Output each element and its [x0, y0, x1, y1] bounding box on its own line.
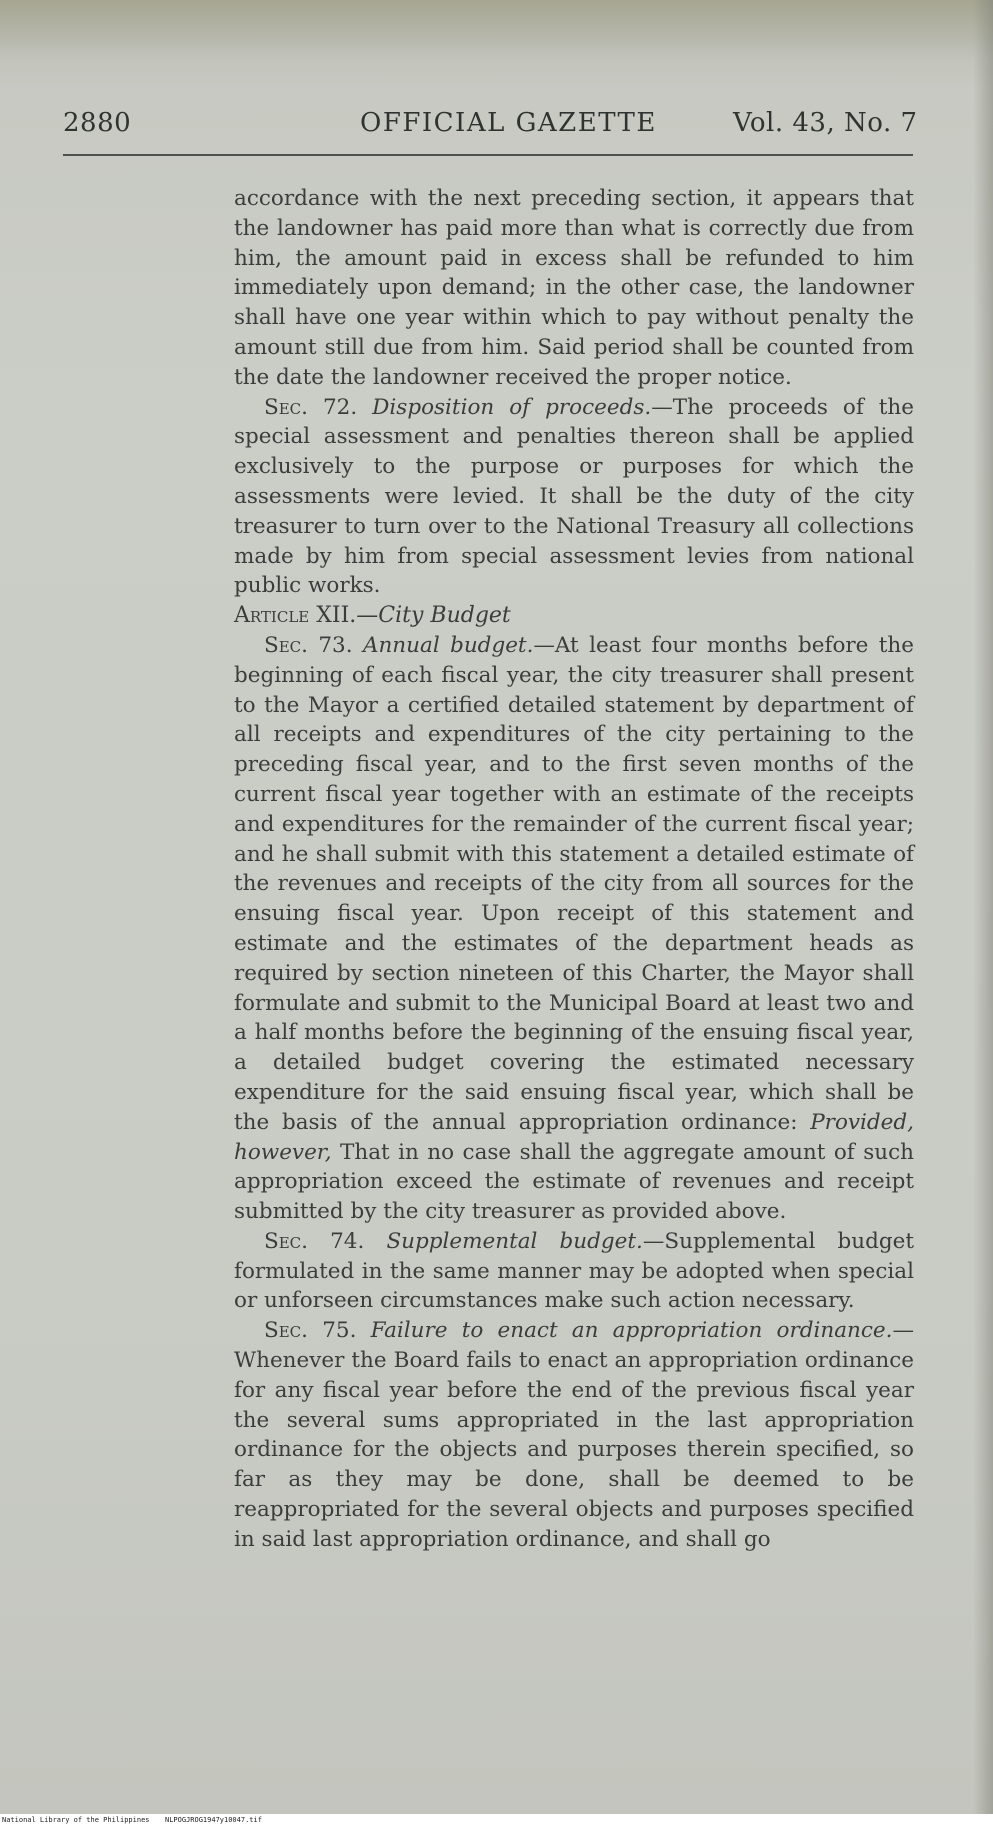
section-label: Sec. 72.: [264, 394, 358, 420]
section-73: [234, 631, 914, 1227]
section-text: —The proceeds of the special assessment and penalties thereon shall be applied exclusively to the purpose or purposes for which the assessments were levied. It shall be the duty of the city treasurer to turn over to the National Treasury all collections made by him from special assessment levies from national public works.: [234, 394, 914, 599]
section-label: Sec. 73.: [264, 632, 353, 658]
continued-paragraph: accordance with the next preceding section, it appears that the landowner has paid more than what is correctly due from him, the amount paid in excess shall be refunded to him immediately upon demand; in the other case, the landowner shall have one year within which to pay without penalty the amount still due from him. Said period shall be counted from the date the landowner received the proper notice.: [234, 186, 914, 390]
section-label: Sec. 74.: [264, 1228, 365, 1254]
scan-filename: NLPOGJROG1947y10047.tif: [165, 1816, 262, 1824]
article-heading: [234, 601, 914, 631]
document-body: [234, 184, 914, 1555]
section-72: [234, 393, 914, 602]
section-title: Annual budget.: [362, 632, 534, 658]
library-credit: National Library of the Philippines: [2, 1816, 150, 1824]
section-75: [234, 1316, 914, 1554]
section-74: [234, 1227, 914, 1316]
article-label: Article XII.: [234, 603, 357, 629]
page-edge-shadow: [973, 0, 993, 1814]
section-title: Disposition of proceeds.: [372, 394, 652, 420]
scan-footer: [0, 1814, 993, 1826]
proviso: Provided, however,: [234, 1109, 914, 1165]
section-text: —At least four months before the beginning of each fiscal year, the city treasurer shall present to the Mayor a certified detailed statement by department of all receipts and expenditures of the city pertaining to the preceding fiscal year, and to the first seven months of the current fiscal year together with an estimate of the receipts and expenditures for the remainder of the current fiscal year; and he shall submit with this statement a detailed estimate of the revenues and receipts of the city from all sources for the ensuing fiscal year. Upon receipt of this statement and estimate and the estimates of the department heads as required by section nineteen of this Charter, the Mayor shall formulate and submit to the Municipal Board at least two and a half months before the beginning of the ensuing fiscal year, a detailed budget covering the estimated necessary expenditure for the said ensuing fiscal year, which shall be the basis of the annual appropriation ordinance:: [234, 632, 914, 1135]
section-text: —Supplemental budget formulated in the same manner may be adopted when special or unforseen circumstances make such action necessary.: [234, 1228, 914, 1314]
page-number: 2880: [63, 108, 132, 138]
section-title: Failure to enact an appropriation ordinance.: [370, 1318, 893, 1344]
volume-info: Vol. 43, No. 7: [733, 108, 918, 138]
running-header: [0, 108, 993, 142]
section-text: —Whenever the Board fails to enact an appropriation ordinance for any fiscal year before the end of the previous fiscal year the several sums appropriated in the last appropriation ordinance for the objects and purposes therein specified, so far as they may be done, shall be deemed to be reappropriated for the several objects and purposes specified in said last appropriation ordinance, and shall go: [234, 1318, 914, 1552]
header-rule: [63, 154, 913, 156]
article-title: —City Budget: [356, 603, 511, 629]
section-text-continued: That in no case shall the aggregate amount of such appropriation exceed the estimate of revenues and receipt submitted by the city treasurer as provided above.: [234, 1139, 914, 1225]
page-top-shadow: [0, 0, 993, 60]
publication-title: OFFICIAL GAZETTE: [360, 108, 657, 138]
section-title: Supplemental budget.: [386, 1228, 643, 1254]
section-label: Sec. 75.: [264, 1318, 357, 1344]
